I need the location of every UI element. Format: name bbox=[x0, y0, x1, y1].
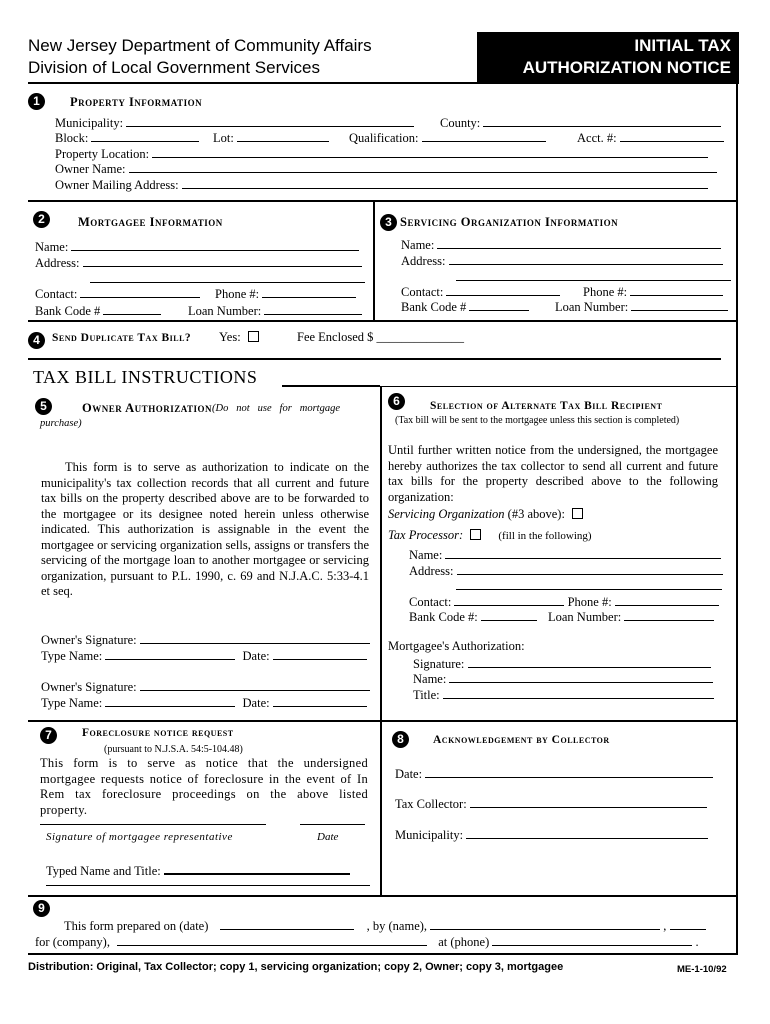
owner-typename-2-line[interactable] bbox=[105, 694, 235, 707]
servicing-name-label: Name: bbox=[401, 238, 435, 252]
servicing-bank-line[interactable] bbox=[469, 298, 529, 311]
owner-date-2-label: Date: bbox=[242, 696, 270, 710]
fee-enclosed-field[interactable]: Fee Enclosed $ ______________ bbox=[297, 330, 464, 344]
ack-tax-collector-label: Tax Collector: bbox=[395, 797, 467, 811]
tax-processor-option[interactable] bbox=[388, 528, 592, 544]
processor-name-label: Name: bbox=[409, 548, 443, 562]
phone-label: at (phone) bbox=[438, 935, 490, 949]
prepared-by-label: , by (name), bbox=[366, 919, 428, 933]
processor-bank-field[interactable] bbox=[409, 608, 714, 625]
processor-name-line[interactable] bbox=[445, 546, 721, 559]
mortgagee-name-label: Name: bbox=[35, 240, 69, 254]
mortgagee-address-line[interactable] bbox=[83, 254, 362, 267]
mortgagee-contact-label: Contact: bbox=[35, 287, 78, 301]
lot-label: Lot: bbox=[213, 131, 234, 145]
mortgagee-loan-line[interactable] bbox=[264, 302, 362, 315]
divider-6-top bbox=[380, 386, 738, 387]
mortgagee-phone-field[interactable] bbox=[215, 285, 356, 302]
form-title bbox=[477, 32, 739, 82]
block-line[interactable] bbox=[91, 129, 199, 142]
mortgagee-address-field[interactable] bbox=[35, 254, 362, 271]
section-number-6: 6 bbox=[388, 393, 405, 410]
owner-mailing-field[interactable] bbox=[55, 176, 708, 193]
mortgagee-phone-line[interactable] bbox=[262, 285, 356, 298]
divider-4 bbox=[28, 720, 738, 722]
mortgagee-title-line[interactable] bbox=[443, 686, 714, 699]
mortgagee-loan-label: Loan Number: bbox=[188, 304, 262, 318]
owner-name-line[interactable] bbox=[129, 160, 717, 173]
lot-line[interactable] bbox=[237, 129, 329, 142]
owner-typename-1-field[interactable] bbox=[41, 647, 367, 664]
mortgagee-contact-field[interactable] bbox=[35, 285, 200, 302]
processor-phone-line[interactable] bbox=[615, 593, 719, 606]
prepared-date-label: This form prepared on (date) bbox=[64, 919, 209, 933]
tax-processor-label: Tax Processor: bbox=[388, 528, 464, 542]
servicing-contact-line[interactable] bbox=[446, 283, 560, 296]
owner-mailing-line[interactable] bbox=[182, 176, 708, 189]
servicing-address-field[interactable] bbox=[401, 252, 723, 269]
section-number-1: 1 bbox=[28, 93, 45, 110]
processor-phone-label: Phone #: bbox=[567, 595, 612, 609]
prepared-by-line2[interactable] bbox=[670, 917, 706, 930]
section-title-acknowledgement: Acknowledgement by Collector bbox=[433, 734, 610, 746]
alternate-note: (Tax bill will be sent to the mortgagee unless this section is completed) bbox=[395, 415, 680, 426]
typed-name-line2[interactable] bbox=[46, 885, 370, 886]
mortgagee-bank-line[interactable] bbox=[103, 302, 161, 315]
acct-field[interactable] bbox=[577, 129, 724, 146]
section-title-servicing: Servicing Organization Information bbox=[400, 215, 619, 229]
ack-municipality-line[interactable] bbox=[466, 826, 708, 839]
county-label: County: bbox=[440, 116, 481, 130]
municipality-line[interactable] bbox=[126, 114, 414, 127]
section-title-mortgagee: Mortgagee Information bbox=[78, 215, 223, 229]
acct-label: Acct. #: bbox=[577, 131, 617, 145]
instructions-title-rule bbox=[282, 385, 380, 387]
prepared-by-line[interactable] bbox=[430, 917, 660, 930]
fill-note: (fill in the following) bbox=[498, 530, 592, 542]
phone-line[interactable] bbox=[492, 933, 692, 946]
qualification-field[interactable] bbox=[349, 129, 546, 146]
processor-address-line2[interactable] bbox=[456, 589, 722, 590]
tax-processor-checkbox[interactable] bbox=[470, 529, 481, 540]
mortgagee-auth-name-field[interactable] bbox=[413, 670, 713, 687]
servicing-phone-line[interactable] bbox=[630, 283, 723, 296]
ack-tax-collector-field[interactable] bbox=[395, 795, 707, 812]
foreclosure-date-line[interactable] bbox=[300, 824, 365, 825]
mortgagee-title-field[interactable] bbox=[413, 686, 714, 703]
phone-period: . bbox=[695, 935, 699, 949]
qualification-label: Qualification: bbox=[349, 131, 419, 145]
mortgagee-auth-name-line[interactable] bbox=[449, 670, 713, 683]
block-label: Block: bbox=[55, 131, 89, 145]
typed-name-field[interactable] bbox=[46, 861, 350, 879]
servicing-loan-field[interactable] bbox=[555, 298, 728, 315]
section-title-owner-auth: Owner Authorization bbox=[82, 401, 213, 415]
ack-municipality-field[interactable] bbox=[395, 826, 708, 843]
servicing-org-ref: (#3 above): bbox=[507, 507, 565, 521]
foreclosure-signature-line[interactable] bbox=[40, 824, 266, 825]
company-label: for (company), bbox=[35, 935, 110, 949]
section-number-8: 8 bbox=[392, 731, 409, 748]
processor-name-field[interactable] bbox=[409, 546, 721, 563]
department-name: New Jersey Department of Community Affairs bbox=[28, 36, 372, 55]
ack-date-label: Date: bbox=[395, 767, 423, 781]
section-number-4: 4 bbox=[28, 332, 45, 349]
mortgagee-name-field[interactable] bbox=[35, 238, 359, 255]
divider-1 bbox=[28, 200, 738, 202]
servicing-org-checkbox[interactable] bbox=[572, 508, 583, 519]
section-title-foreclosure: Foreclosure notice request bbox=[82, 727, 234, 739]
frame-right bbox=[736, 82, 738, 954]
prepared-date-field[interactable] bbox=[64, 917, 706, 934]
foreclosure-body: This form is to serve as notice that the undersigned mortgagee requests notice of foreclosure in the event of In Rem tax foreclosure proceedings on the above listed property. bbox=[40, 756, 368, 817]
division-name: Division of Local Government Services bbox=[28, 58, 320, 77]
servicing-bank-label: Bank Code # bbox=[401, 300, 467, 314]
processor-loan-label: Loan Number: bbox=[548, 610, 622, 624]
acct-line[interactable] bbox=[620, 129, 724, 142]
owner-signature-2-line[interactable] bbox=[140, 678, 370, 691]
ack-date-field[interactable] bbox=[395, 765, 713, 782]
mortgagee-address-line2[interactable] bbox=[90, 282, 365, 283]
county-line[interactable] bbox=[483, 114, 721, 127]
section-number-3: 3 bbox=[380, 214, 397, 231]
form-id: ME-1-10/92 bbox=[677, 964, 727, 975]
divider-5 bbox=[28, 895, 738, 897]
company-line[interactable] bbox=[117, 933, 427, 946]
form-title-line1: INITIAL TAX bbox=[634, 36, 731, 55]
owner-date-1-line[interactable] bbox=[273, 647, 367, 660]
section-number-9: 9 bbox=[33, 900, 50, 917]
lot-field[interactable] bbox=[213, 129, 329, 146]
mortgagee-loan-field[interactable] bbox=[188, 302, 362, 319]
servicing-address-line[interactable] bbox=[449, 252, 723, 265]
mortgagee-name-line[interactable] bbox=[71, 238, 359, 251]
divider-mid bbox=[380, 386, 382, 896]
servicing-loan-label: Loan Number: bbox=[555, 300, 629, 314]
section-number-5: 5 bbox=[35, 398, 52, 415]
mortgagee-signature-label: Signature: bbox=[413, 657, 465, 671]
servicing-phone-label: Phone #: bbox=[583, 285, 628, 299]
processor-address-field[interactable] bbox=[409, 562, 723, 579]
duplicate-yes-field[interactable] bbox=[219, 330, 259, 345]
department-header bbox=[28, 35, 372, 79]
mortgagee-auth-name-label: Name: bbox=[413, 672, 447, 686]
property-location-label: Property Location: bbox=[55, 147, 150, 161]
mortgagee-phone-label: Phone #: bbox=[215, 287, 260, 301]
owner-typename-2-label: Type Name: bbox=[41, 696, 103, 710]
typed-name-line[interactable] bbox=[164, 861, 350, 875]
duplicate-yes-label: Yes: bbox=[219, 330, 241, 344]
servicing-bank-field[interactable] bbox=[401, 298, 529, 315]
owner-signature-2-field[interactable] bbox=[41, 678, 370, 695]
owner-typename-2-field[interactable] bbox=[41, 694, 367, 711]
servicing-address-line2[interactable] bbox=[456, 280, 731, 281]
mortgagee-bank-label: Bank Code # bbox=[35, 304, 101, 318]
owner-name-label: Owner Name: bbox=[55, 162, 126, 176]
processor-address-label: Address: bbox=[409, 564, 454, 578]
servicing-name-field[interactable] bbox=[401, 236, 721, 253]
typed-name-label: Typed Name and Title: bbox=[46, 864, 161, 878]
owner-mailing-label: Owner Mailing Address: bbox=[55, 178, 179, 192]
prepared-date-line[interactable] bbox=[220, 917, 354, 930]
owner-date-1-label: Date: bbox=[242, 649, 270, 663]
company-field[interactable] bbox=[35, 933, 699, 950]
divider-2-3 bbox=[373, 200, 375, 320]
servicing-org-label: Servicing Organization bbox=[388, 507, 505, 521]
distribution-note: Distribution: Original, Tax Collector; copy 1, servicing organization; copy 2, Owner; copy 3, mortgagee bbox=[28, 961, 564, 973]
processor-contact-label: Contact: bbox=[409, 595, 452, 609]
instructions-title bbox=[33, 367, 258, 387]
alternate-body: Until further written notice from the undersigned, the mortgagee hereby authorizes the tax collector to send all current and future tax bills for the property described above to the following organization: bbox=[388, 443, 718, 504]
mortgagee-contact-line[interactable] bbox=[80, 285, 200, 298]
owner-signature-2-label: Owner's Signature: bbox=[41, 680, 137, 694]
processor-loan-line[interactable] bbox=[624, 608, 714, 621]
send-duplicate-label: Send Duplicate Tax Bill? bbox=[52, 332, 192, 344]
owner-date-2-line[interactable] bbox=[273, 694, 367, 707]
ack-tax-collector-line[interactable] bbox=[470, 795, 707, 808]
servicing-address-label: Address: bbox=[401, 254, 446, 268]
frame-top bbox=[28, 82, 739, 84]
owner-typename-1-line[interactable] bbox=[105, 647, 235, 660]
foreclosure-signature-label: Signature of mortgagee representative bbox=[46, 831, 233, 843]
processor-contact-line[interactable] bbox=[454, 593, 564, 606]
form-title-line2: AUTHORIZATION NOTICE bbox=[522, 58, 731, 77]
block-field[interactable] bbox=[55, 129, 199, 146]
mortgagee-signature-line[interactable] bbox=[468, 655, 711, 668]
section-title-alternate: Selection of Alternate Tax Bill Recipient bbox=[430, 400, 663, 412]
processor-address-line[interactable] bbox=[457, 562, 723, 575]
municipality-label: Municipality: bbox=[55, 116, 124, 130]
processor-bank-line[interactable] bbox=[481, 608, 537, 621]
servicing-contact-label: Contact: bbox=[401, 285, 444, 299]
divider-3 bbox=[28, 358, 721, 360]
foreclosure-date-label: Date bbox=[317, 831, 339, 843]
section-title-property: Property Information bbox=[70, 95, 203, 109]
ack-date-line[interactable] bbox=[425, 765, 713, 778]
owner-name-field[interactable] bbox=[55, 160, 717, 177]
frame-bottom bbox=[28, 953, 738, 955]
prepared-by-comma: , bbox=[663, 919, 667, 933]
owner-signature-1-label: Owner's Signature: bbox=[41, 633, 137, 647]
servicing-org-option[interactable] bbox=[388, 507, 583, 522]
mortgagee-title-label: Title: bbox=[413, 688, 440, 702]
owner-auth-note: (Do not use for mortgage purchase) bbox=[40, 403, 340, 429]
owner-typename-1-label: Type Name: bbox=[41, 649, 103, 663]
ack-municipality-label: Municipality: bbox=[395, 828, 464, 842]
owner-auth-body: This form is to serve as authorization to indicate on the municipality's tax collection records that all current and future tax bills on the property described above are to be forwarded to the mortgagee or its designee noted herein unless otherwise indicated. This authorization is assignable in the event the mortgagee or servicing organization sells, assigns or transfers the servicing of the mortgage loan to another mortgagee or servicing organization, pursuant to P.L. 1990, c. 69 and N.J.A.C. 5:33-4.1 et seq. bbox=[41, 460, 369, 598]
property-location-line[interactable] bbox=[152, 145, 708, 158]
divider-2 bbox=[28, 320, 738, 322]
foreclosure-pursuant: (pursuant to N.J.S.A. 54:5-104.48) bbox=[104, 744, 243, 755]
servicing-name-line[interactable] bbox=[437, 236, 721, 249]
owner-signature-1-field[interactable] bbox=[41, 631, 370, 648]
section-number-2: 2 bbox=[33, 211, 50, 228]
owner-signature-1-line[interactable] bbox=[140, 631, 370, 644]
mortgagee-address-label: Address: bbox=[35, 256, 80, 270]
duplicate-yes-checkbox[interactable] bbox=[248, 331, 259, 342]
instructions-title-text: TAX BILL INSTRUCTIONS bbox=[33, 367, 258, 387]
qualification-line[interactable] bbox=[422, 129, 546, 142]
mortgagee-auth-label: Mortgagee's Authorization: bbox=[388, 639, 525, 653]
processor-bank-label: Bank Code #: bbox=[409, 610, 478, 624]
mortgagee-bank-field[interactable] bbox=[35, 302, 161, 319]
section-number-7: 7 bbox=[40, 727, 57, 744]
servicing-loan-line[interactable] bbox=[631, 298, 728, 311]
